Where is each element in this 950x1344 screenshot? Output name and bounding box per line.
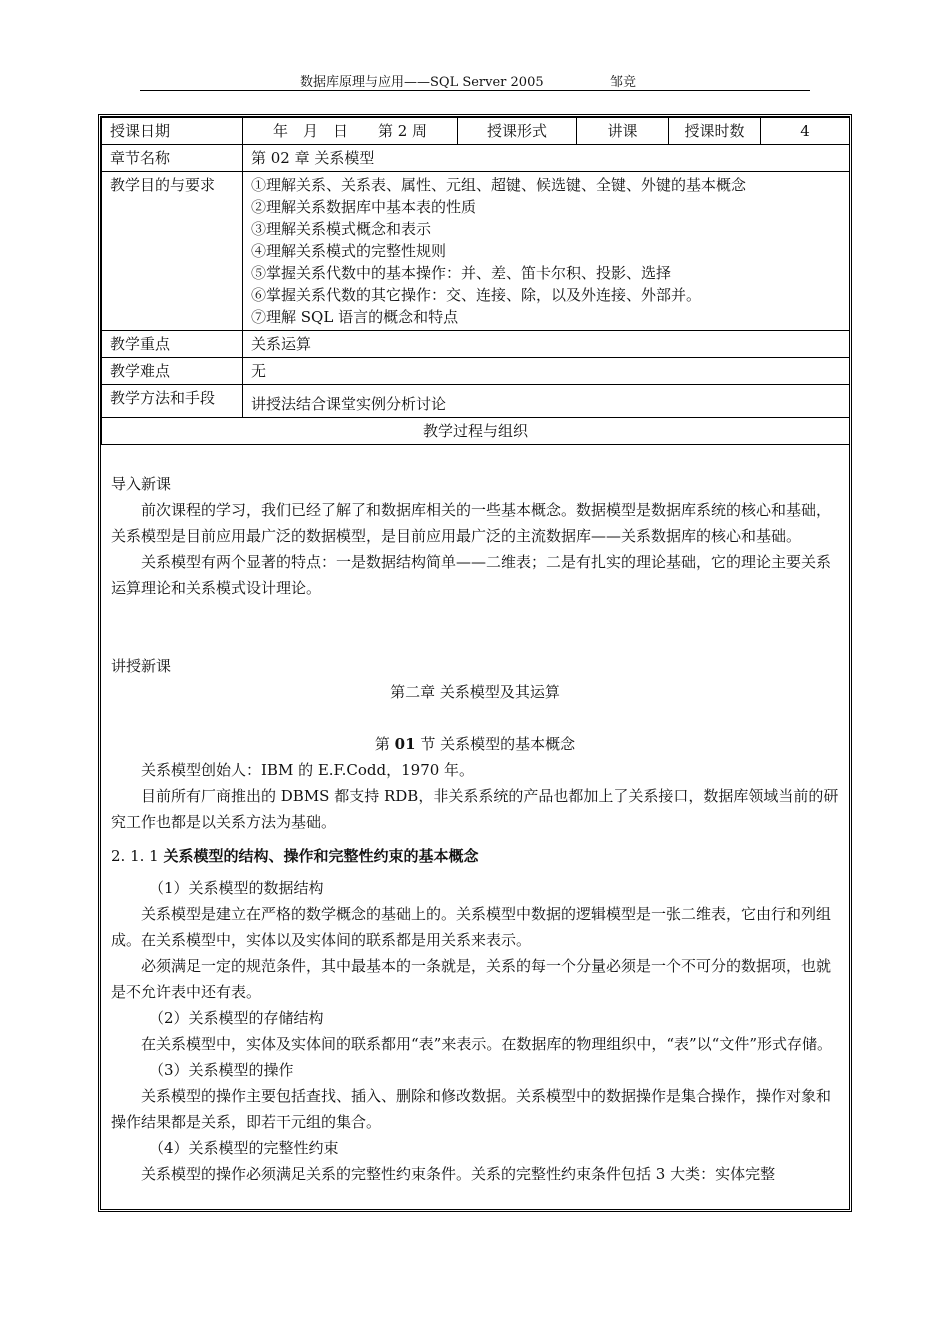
section-number: 01 <box>394 735 416 753</box>
hours-value: 4 <box>761 118 850 145</box>
section-title: 节 关系模型的基本概念 <box>415 735 576 753</box>
lecture-title: 讲授新课 <box>111 657 172 675</box>
dbms-text: 目前所有厂商推出的 DBMS 都支持 RDB，非关系系统的产品也都加上了关系接口，数据库领域当前的研究工作也都是以关系方法为基础。 <box>111 787 839 831</box>
form-label: 授课形式 <box>458 118 577 145</box>
paragraph: 必须满足一定的规范条件，其中最基本的一条就是，关系的每一个分量必须是一个不可分的数据项，也就是不允许表中还有表。 <box>111 957 832 1001</box>
header-title: 数据库原理与应用——SQL Server 2005 <box>300 75 544 90</box>
table-row <box>102 385 850 418</box>
table-row <box>102 358 850 385</box>
intro-paragraph: 前次课程的学习，我们已经了解了和数据库相关的一些基本概念。数据模型是数据库系统的核心和基础，关系模型是目前应用最广泛的数据模型，是目前应用最广泛的主流数据库——关系数据库的核心和基础。 <box>111 501 832 545</box>
focus-value: 关系运算 <box>243 331 850 358</box>
table-row <box>102 172 850 331</box>
goal-item: ③理解关系模式概念和表示 <box>251 220 432 238</box>
subsection-title: 关系模型的结构、操作和完整性约束的基本概念 <box>163 847 479 865</box>
section-heading <box>101 731 849 757</box>
form-value: 讲课 <box>577 118 669 145</box>
intro-paragraph: 关系模型有两个显著的特点：一是数据结构简单——二维表；二是有扎实的理论基础，它的理论主要关系运算理论和关系模式设计理论。 <box>111 553 832 597</box>
chapter-heading: 第二章 关系模型及其运算 <box>390 683 560 701</box>
date-value: 年 月 日 第 2 周 <box>243 118 458 145</box>
header-author: 邹竞 <box>610 75 637 90</box>
goals-list <box>243 172 850 331</box>
goal-item: ⑦理解 SQL 语言的概念和特点 <box>251 308 459 326</box>
lesson-body <box>101 471 849 1187</box>
hours-label: 授课时数 <box>669 118 761 145</box>
table-row <box>102 418 850 445</box>
lesson-plan-frame <box>98 114 852 1212</box>
subsection-item-title: （4）关系模型的完整性约束 <box>149 1139 339 1157</box>
page-header <box>140 68 810 91</box>
subsection-heading <box>101 843 849 869</box>
table-row <box>102 331 850 358</box>
table-row <box>102 118 850 145</box>
intro-title: 导入新课 <box>111 475 172 493</box>
difficulty-value: 无 <box>243 358 850 385</box>
paragraph: 关系模型的操作必须满足关系的完整性约束条件。关系的完整性约束条件包括 3 大类：实体完整 <box>141 1165 776 1183</box>
goals-label: 教学目的与要求 <box>102 172 243 331</box>
subsection-item-title: （2）关系模型的存储结构 <box>149 1009 324 1027</box>
goal-item: ⑥掌握关系代数的其它操作：交、连接、除，以及外连接、外部并。 <box>251 286 702 304</box>
chapter-label: 章节名称 <box>102 145 243 172</box>
subsection-item-title: （3）关系模型的操作 <box>149 1061 294 1079</box>
paragraph: 在关系模型中，实体及实体间的联系都用“表”来表示。在数据库的物理组织中，“表”以“文件”形式存储。 <box>141 1035 833 1053</box>
goal-item: ④理解关系模式的完整性规则 <box>251 242 447 260</box>
subsection-number: 2. 1. 1 <box>111 847 164 865</box>
section-prefix: 第 <box>374 735 395 753</box>
chapter-value: 第 02 章 关系模型 <box>243 145 850 172</box>
focus-label: 教学重点 <box>102 331 243 358</box>
difficulty-label: 教学难点 <box>102 358 243 385</box>
goal-item: ⑤掌握关系代数中的基本操作：并、差、笛卡尔积、投影、选择 <box>251 264 672 282</box>
lesson-info-table <box>101 117 850 445</box>
method-label: 教学方法和手段 <box>102 385 243 418</box>
process-header: 教学过程与组织 <box>102 418 850 445</box>
method-value: 讲授法结合课堂实例分析讨论 <box>243 385 850 418</box>
paragraph: 关系模型是建立在严格的数学概念的基础上的。关系模型中数据的逻辑模型是一张二维表，它由行和列组成。在关系模型中，实体以及实体间的联系都是用关系来表示。 <box>111 905 832 949</box>
paragraph: 关系模型的操作主要包括查找、插入、删除和修改数据。关系模型中的数据操作是集合操作，操作对象和操作结果都是关系，即若干元组的集合。 <box>111 1087 832 1131</box>
goal-item: ①理解关系、关系表、属性、元组、超键、候选键、全键、外键的基本概念 <box>251 176 747 194</box>
date-label: 授课日期 <box>102 118 243 145</box>
goal-item: ②理解关系数据库中基本表的性质 <box>251 198 477 216</box>
subsection-item-title: （1）关系模型的数据结构 <box>149 879 324 897</box>
table-row <box>102 145 850 172</box>
founder-text: 关系模型创始人：IBM 的 E.F.Codd，1970 年。 <box>141 761 475 779</box>
